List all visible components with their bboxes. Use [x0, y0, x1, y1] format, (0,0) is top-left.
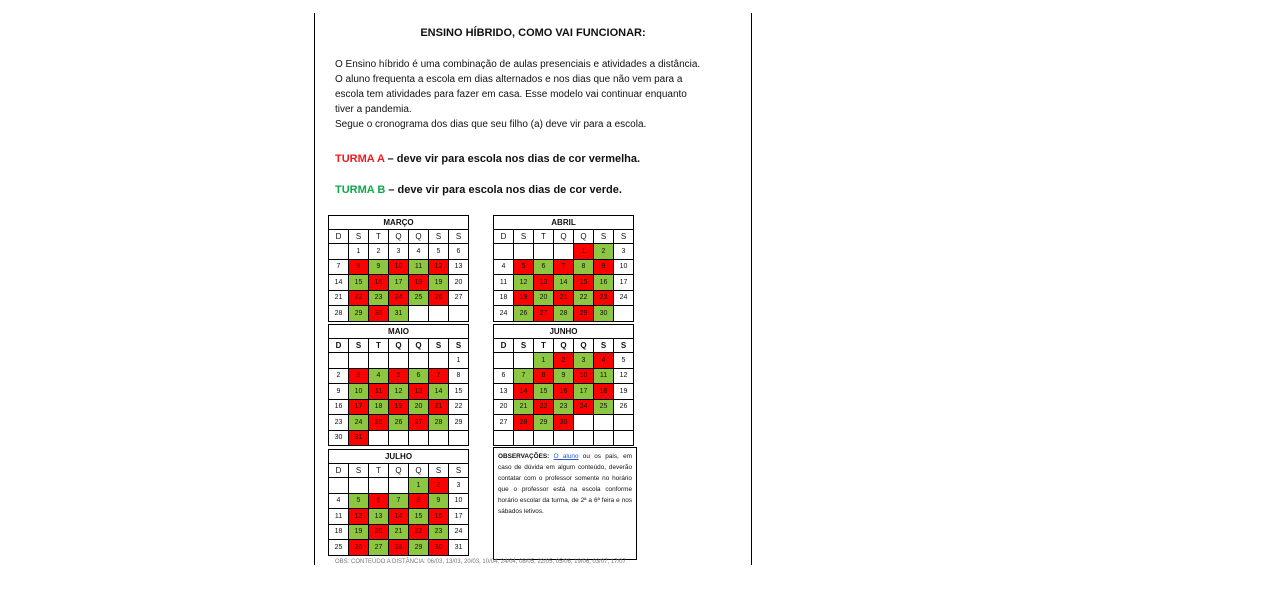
calendar-week-row [329, 493, 469, 509]
day-cell-turma-a: 20 [369, 524, 389, 540]
day-cell-turma-b: 9 [369, 259, 389, 275]
weekday-header: S [514, 339, 534, 353]
day-cell [409, 306, 429, 322]
observations-label: OBSERVAÇÕES: [498, 453, 550, 460]
intro-line: O Ensino híbrido é uma combinação de aulas presenciais e atividades a distância. [335, 59, 701, 70]
day-cell-turma-b: 24 [349, 415, 369, 431]
day-cell: 6 [449, 244, 469, 260]
day-cell: 28 [329, 306, 349, 322]
turma-b-text: – deve vir para escola nos dias de cor verde. [385, 184, 622, 196]
day-cell [449, 306, 469, 322]
weekday-header: S [614, 339, 634, 353]
weekday-header: S [429, 464, 449, 478]
day-cell: 26 [614, 399, 634, 415]
day-cell [614, 415, 634, 431]
weekday-header: T [534, 339, 554, 353]
weekday-header: Q [409, 464, 429, 478]
weekday-header: T [369, 230, 389, 244]
day-cell-turma-a: 14 [389, 509, 409, 525]
day-cell [369, 353, 389, 369]
day-cell-turma-a: 16 [429, 509, 449, 525]
day-cell: 14 [329, 275, 349, 291]
day-cell: 9 [329, 384, 349, 400]
day-cell-turma-b: 10 [349, 384, 369, 400]
day-cell: 12 [614, 368, 634, 384]
day-cell-turma-b: 28 [554, 306, 574, 322]
day-cell [389, 430, 409, 446]
day-cell-turma-a: 19 [389, 399, 409, 415]
weekday-header: S [594, 230, 614, 244]
day-cell-turma-a: 30 [429, 540, 449, 556]
day-cell-turma-b: 6 [534, 259, 554, 275]
calendar-week-row [329, 384, 469, 400]
day-cell-turma-a: 25 [369, 415, 389, 431]
calendar-month-name: ABRIL [494, 216, 634, 230]
day-cell: 11 [494, 275, 514, 291]
day-cell-turma-b: 7 [514, 368, 534, 384]
day-cell: 6 [494, 368, 514, 384]
weekday-header: D [329, 230, 349, 244]
calendar-week-row [494, 415, 634, 431]
day-cell: 27 [449, 290, 469, 306]
day-cell-turma-a: 8 [534, 368, 554, 384]
day-cell: 18 [329, 524, 349, 540]
day-cell [514, 430, 534, 446]
day-cell-turma-b: 28 [429, 415, 449, 431]
day-cell-turma-b: 5 [349, 493, 369, 509]
day-cell-turma-a: 1 [574, 244, 594, 260]
day-cell [349, 478, 369, 494]
day-cell: 23 [329, 415, 349, 431]
day-cell-turma-b: 22 [574, 290, 594, 306]
day-cell-turma-a: 23 [594, 290, 614, 306]
day-cell: 4 [409, 244, 429, 260]
calendar-week-row [329, 540, 469, 556]
day-cell: 17 [614, 275, 634, 291]
day-cell-turma-a: 6 [369, 493, 389, 509]
day-cell: 10 [614, 259, 634, 275]
day-cell-turma-a: 16 [554, 384, 574, 400]
calendar-week-row [329, 290, 469, 306]
calendar-month-name: JULHO [329, 450, 469, 464]
day-cell-turma-b: 29 [409, 540, 429, 556]
calendar-maio [328, 324, 469, 446]
day-cell-turma-b: 17 [389, 275, 409, 291]
day-cell: 27 [494, 415, 514, 431]
calendar-week-row [329, 478, 469, 494]
day-cell-turma-a: 17 [349, 399, 369, 415]
day-cell-turma-b: 11 [409, 259, 429, 275]
weekday-header: S [449, 464, 469, 478]
day-cell-turma-b: 20 [409, 399, 429, 415]
day-cell-turma-b: 30 [594, 306, 614, 322]
weekday-header: S [429, 339, 449, 353]
day-cell: 24 [449, 524, 469, 540]
day-cell: 15 [449, 384, 469, 400]
day-cell-turma-a: 27 [409, 415, 429, 431]
weekday-header: S [614, 230, 634, 244]
weekday-header: S [349, 339, 369, 353]
day-cell-turma-b: 31 [389, 306, 409, 322]
day-cell-turma-a: 7 [429, 368, 449, 384]
weekday-header: Q [409, 339, 429, 353]
day-cell-turma-b: 18 [369, 399, 389, 415]
day-cell-turma-a: 10 [574, 368, 594, 384]
day-cell-turma-a: 12 [429, 259, 449, 275]
calendar-marco [328, 215, 469, 322]
weekday-header: Q [409, 230, 429, 244]
day-cell: 13 [494, 384, 514, 400]
day-cell-turma-b: 12 [514, 275, 534, 291]
turma-b-label: TURMA B [335, 184, 386, 196]
turma-a-label: TURMA A [335, 153, 385, 165]
day-cell-turma-b: 23 [429, 524, 449, 540]
day-cell-turma-a: 24 [389, 290, 409, 306]
observations-text: ou os pais, em caso de dúvida em algum conteúdo, deverão contatar com o professor somente no horário que o professor está na escola conforme horário escolar da turma, de 2ª a 6ª feira e nos sábados letivos. [498, 453, 632, 515]
day-cell-turma-b: 26 [389, 415, 409, 431]
day-cell: 25 [329, 540, 349, 556]
day-cell [594, 430, 614, 446]
day-cell-turma-b: 4 [369, 368, 389, 384]
weekday-header: T [369, 464, 389, 478]
day-cell: 4 [329, 493, 349, 509]
day-cell-turma-b: 13 [369, 509, 389, 525]
day-cell: 4 [494, 259, 514, 275]
weekday-header: Q [389, 339, 409, 353]
weekday-header: D [329, 464, 349, 478]
day-cell: 2 [369, 244, 389, 260]
calendar-week-row [494, 306, 634, 322]
day-cell: 24 [494, 306, 514, 322]
day-cell-turma-a: 28 [389, 540, 409, 556]
day-cell [449, 430, 469, 446]
intro-line: O aluno frequenta a escola em dias alternados e nos dias que não vem para a [335, 74, 683, 85]
day-cell-turma-a: 30 [369, 306, 389, 322]
weekday-header: Q [389, 464, 409, 478]
calendar-week-row [329, 306, 469, 322]
day-cell: 16 [329, 399, 349, 415]
calendar-week-row [329, 275, 469, 291]
day-cell-turma-b: 19 [429, 275, 449, 291]
calendar-week-row [494, 290, 634, 306]
day-cell-turma-b: 25 [409, 290, 429, 306]
day-cell: 20 [494, 399, 514, 415]
day-cell-turma-a: 31 [349, 430, 369, 446]
weekday-header: Q [554, 230, 574, 244]
calendar-week-row [494, 244, 634, 260]
day-cell [594, 415, 614, 431]
day-cell: 11 [329, 509, 349, 525]
day-cell-turma-a: 5 [389, 368, 409, 384]
day-cell [409, 353, 429, 369]
weekday-header: Q [389, 230, 409, 244]
day-cell-turma-a: 18 [594, 384, 614, 400]
day-cell [389, 478, 409, 494]
intro-line: Segue o cronograma dos dias que seu filho (a) deve vir para a escola. [335, 119, 647, 130]
day-cell-turma-b: 15 [534, 384, 554, 400]
day-cell-turma-b: 2 [594, 244, 614, 260]
day-cell-turma-b: 1 [534, 353, 554, 369]
day-cell [329, 353, 349, 369]
day-cell [514, 353, 534, 369]
calendar-month-name: MAIO [329, 325, 469, 339]
document-page [314, 13, 752, 565]
day-cell-turma-a: 22 [534, 399, 554, 415]
day-cell-turma-b: 29 [349, 306, 369, 322]
day-cell-turma-a: 26 [429, 290, 449, 306]
cut-off-line: OBS: CONTEÚDO A DISTÂNCIA: 06/03, 13/03, 20/03, 10/04, 24/04, 08/05, 22/05, 05/06, 19/06, 03/07, 17/07 [335, 559, 626, 565]
day-cell-turma-b: 23 [554, 399, 574, 415]
weekday-header: Q [554, 339, 574, 353]
calendar-month-name: MARÇO [329, 216, 469, 230]
day-cell-turma-a: 21 [429, 399, 449, 415]
observations-link[interactable]: O aluno [553, 453, 579, 460]
weekday-header: T [369, 339, 389, 353]
day-cell-turma-a: 30 [554, 415, 574, 431]
day-cell-turma-b: 15 [409, 509, 429, 525]
day-cell: 3 [614, 244, 634, 260]
day-cell-turma-b: 8 [574, 259, 594, 275]
day-cell [494, 353, 514, 369]
day-cell [554, 430, 574, 446]
calendar-week-row [494, 368, 634, 384]
day-cell-turma-b: 20 [534, 290, 554, 306]
day-cell: 10 [449, 493, 469, 509]
weekday-header: S [514, 230, 534, 244]
day-cell [494, 430, 514, 446]
calendar-week-row [494, 259, 634, 275]
calendar-week-row [329, 524, 469, 540]
day-cell [534, 430, 554, 446]
day-cell-turma-b: 15 [349, 275, 369, 291]
day-cell: 31 [449, 540, 469, 556]
day-cell-turma-b: 16 [594, 275, 614, 291]
day-cell-turma-b: 25 [594, 399, 614, 415]
day-cell: 18 [494, 290, 514, 306]
day-cell: 13 [449, 259, 469, 275]
day-cell-turma-b: 27 [369, 540, 389, 556]
day-cell-turma-a: 15 [574, 275, 594, 291]
day-cell-turma-a: 19 [514, 290, 534, 306]
day-cell-turma-a: 7 [554, 259, 574, 275]
calendar-week-row [494, 384, 634, 400]
day-cell [389, 353, 409, 369]
day-cell-turma-b: 11 [594, 368, 614, 384]
calendar-week-row [329, 430, 469, 446]
day-cell: 30 [329, 430, 349, 446]
day-cell [349, 353, 369, 369]
turma-b-line [335, 184, 622, 196]
day-cell-turma-b: 9 [554, 368, 574, 384]
day-cell [409, 430, 429, 446]
day-cell: 3 [449, 478, 469, 494]
day-cell-turma-a: 12 [349, 509, 369, 525]
day-cell-turma-b: 29 [534, 415, 554, 431]
day-cell-turma-b: 12 [389, 384, 409, 400]
day-cell-turma-a: 29 [574, 306, 594, 322]
weekday-header: Q [574, 339, 594, 353]
intro-line: escola tem atividades para fazer em casa. Esse modelo vai continuar enquanto [335, 89, 687, 100]
day-cell-turma-b: 3 [574, 353, 594, 369]
day-cell-turma-a: 4 [594, 353, 614, 369]
day-cell: 1 [349, 244, 369, 260]
weekday-header: D [494, 339, 514, 353]
day-cell: 20 [449, 275, 469, 291]
weekday-header: S [349, 230, 369, 244]
day-cell-turma-a: 8 [409, 493, 429, 509]
day-cell [574, 415, 594, 431]
day-cell [429, 353, 449, 369]
day-cell [574, 430, 594, 446]
weekday-header: S [594, 339, 614, 353]
calendar-week-row [329, 353, 469, 369]
day-cell-turma-a: 10 [389, 259, 409, 275]
day-cell [614, 306, 634, 322]
weekday-header: D [494, 230, 514, 244]
weekday-header: S [449, 339, 469, 353]
day-cell: 29 [449, 415, 469, 431]
day-cell: 5 [429, 244, 449, 260]
calendar-week-row [329, 399, 469, 415]
intro-line: tiver a pandemia. [335, 104, 412, 115]
day-cell: 22 [449, 399, 469, 415]
day-cell-turma-b: 1 [409, 478, 429, 494]
day-cell-turma-b: 26 [514, 306, 534, 322]
day-cell-turma-a: 5 [514, 259, 534, 275]
day-cell-turma-b: 23 [369, 290, 389, 306]
day-cell [429, 306, 449, 322]
day-cell-turma-a: 18 [409, 275, 429, 291]
page-title: ENSINO HÍBRIDO, COMO VAI FUNCIONAR: [420, 27, 646, 39]
day-cell-turma-a: 21 [554, 290, 574, 306]
weekday-header: D [329, 339, 349, 353]
day-cell: 3 [389, 244, 409, 260]
observations-box [493, 447, 637, 560]
day-cell-turma-a: 2 [554, 353, 574, 369]
day-cell-turma-a: 22 [409, 524, 429, 540]
day-cell [514, 244, 534, 260]
calendar-week-row [329, 415, 469, 431]
calendar-week-row [329, 259, 469, 275]
day-cell-turma-a: 2 [429, 478, 449, 494]
day-cell-turma-a: 16 [369, 275, 389, 291]
calendar-week-row [494, 353, 634, 369]
calendar-week-row [329, 244, 469, 260]
calendar-month-name: JUNHO [494, 325, 634, 339]
day-cell-turma-b: 9 [429, 493, 449, 509]
calendar-week-row [329, 509, 469, 525]
day-cell-turma-b: 7 [389, 493, 409, 509]
intro-paragraph [335, 57, 738, 132]
day-cell [554, 244, 574, 260]
day-cell-turma-a: 26 [349, 540, 369, 556]
day-cell [329, 478, 349, 494]
day-cell-turma-a: 14 [514, 384, 534, 400]
day-cell-turma-b: 14 [429, 384, 449, 400]
day-cell [614, 430, 634, 446]
turma-a-line [335, 153, 640, 165]
day-cell-turma-a: 22 [349, 290, 369, 306]
day-cell: 24 [614, 290, 634, 306]
day-cell [429, 430, 449, 446]
day-cell: 5 [614, 353, 634, 369]
day-cell-turma-a: 13 [534, 275, 554, 291]
calendar-week-row [329, 368, 469, 384]
day-cell-turma-a: 8 [349, 259, 369, 275]
day-cell [494, 244, 514, 260]
day-cell: 2 [329, 368, 349, 384]
day-cell: 21 [329, 290, 349, 306]
day-cell-turma-a: 9 [594, 259, 614, 275]
day-cell-turma-b: 6 [409, 368, 429, 384]
weekday-header: Q [574, 230, 594, 244]
day-cell-turma-a: 27 [534, 306, 554, 322]
day-cell-turma-b: 21 [514, 399, 534, 415]
day-cell [534, 244, 554, 260]
day-cell: 19 [614, 384, 634, 400]
weekday-header: S [449, 230, 469, 244]
calendar-junho [493, 324, 634, 446]
weekday-header: S [429, 230, 449, 244]
turma-a-text: – deve vir para escola nos dias de cor vermelha. [384, 153, 641, 165]
weekday-header: T [534, 230, 554, 244]
day-cell: 7 [329, 259, 349, 275]
calendar-week-row [494, 399, 634, 415]
day-cell-turma-a: 28 [514, 415, 534, 431]
calendar-julho [328, 449, 469, 556]
calendar-week-row [494, 430, 634, 446]
day-cell [329, 244, 349, 260]
day-cell-turma-b: 21 [389, 524, 409, 540]
day-cell-turma-a: 11 [369, 384, 389, 400]
day-cell-turma-a: 3 [349, 368, 369, 384]
day-cell-turma-a: 24 [574, 399, 594, 415]
calendar-week-row [494, 275, 634, 291]
calendar-abril [493, 215, 634, 322]
day-cell: 17 [449, 509, 469, 525]
day-cell [369, 478, 389, 494]
day-cell-turma-b: 17 [574, 384, 594, 400]
day-cell: 1 [449, 353, 469, 369]
day-cell-turma-a: 13 [409, 384, 429, 400]
weekday-header: S [349, 464, 369, 478]
day-cell-turma-b: 14 [554, 275, 574, 291]
day-cell [369, 430, 389, 446]
day-cell: 8 [449, 368, 469, 384]
day-cell-turma-b: 19 [349, 524, 369, 540]
